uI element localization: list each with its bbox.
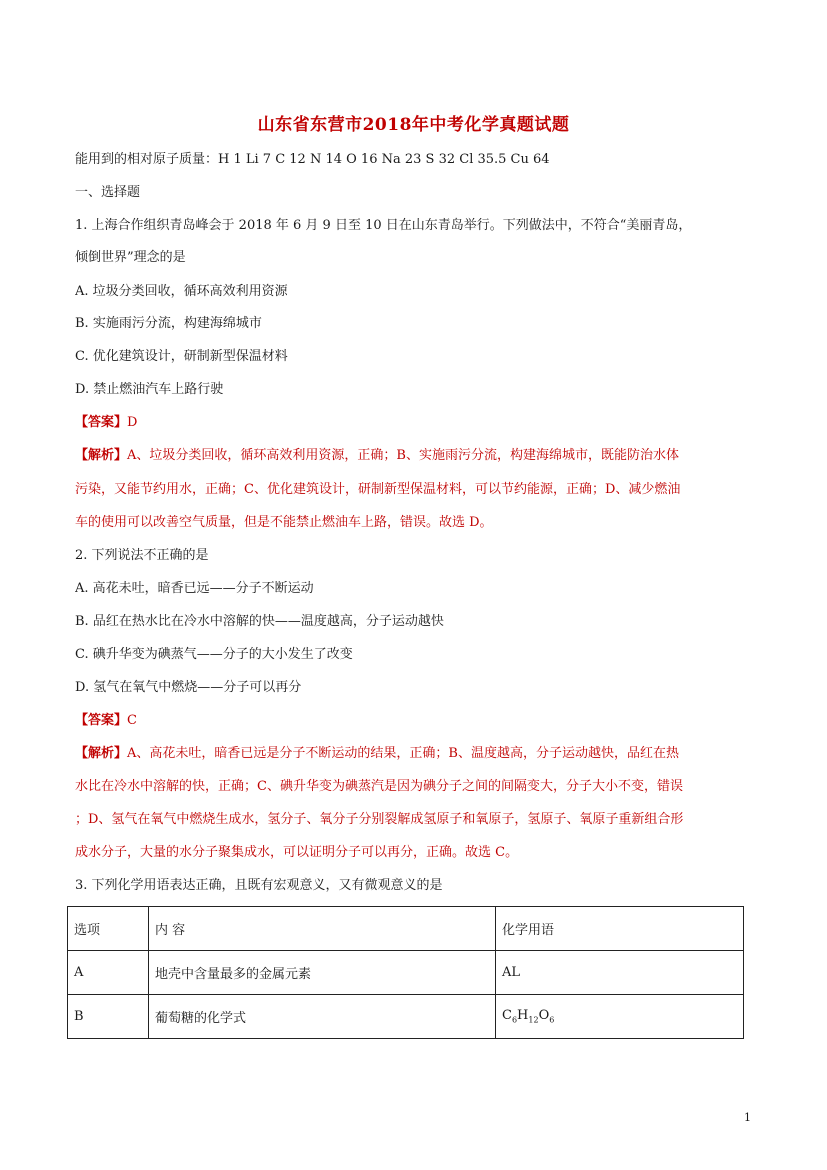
q2-analysis-line-1 [75, 744, 775, 764]
q1-analysis-line-2: 污染，又能节约用水，正确；C、优化建筑设计，研制新型保温材料，可以节约能源，正确；D、减少燃油 [75, 482, 681, 497]
table-header-row [68, 907, 744, 951]
row-a-expression: AL [496, 951, 744, 995]
q1-analysis-line-3: 车的使用可以改善空气质量，但是不能禁止燃油车上路，错误。故选 D。 [75, 515, 493, 530]
q1-stem-line-2: 倾倒世界”理念的是 [75, 250, 186, 265]
q1-analysis-line-1 [75, 446, 775, 466]
q2-answer-tag: 【答案】 [75, 713, 128, 728]
q1-option-c: C. 优化建筑设计，研制新型保温材料 [75, 349, 288, 364]
header-expression: 化学用语 [496, 907, 744, 951]
q1-stem-line-1: 1. 上海合作组织青岛峰会于 2018 年 6 月 9 日至 10 日在山东青岛举行。下列做法中，不符合“美丽青岛， [75, 218, 692, 233]
row-b-expression: $C_6H_{12}O_6$ [496, 995, 744, 1039]
q2-analysis-line-3: ；D、氢气在氧气中燃烧生成水，氢分子、氧分子分别裂解成氢原子和氧原子，氢原子、氧原子重新组合形 [75, 812, 684, 827]
q2-answer [75, 711, 775, 731]
q1-analysis-text-1: A、垃圾分类回收，循环高效利用资源，正确；B、实施雨污分流，构建海绵城市，既能防治水体 [127, 448, 679, 463]
q2-analysis-text-1: A、高花未吐，暗香已远是分子不断运动的结果，正确；B、温度越高，分子运动越快，品红在热 [127, 746, 679, 761]
page-number: 1 [744, 1111, 751, 1124]
row-b-option: B [68, 995, 149, 1039]
q2-option-a: A. 高花未吐，暗香已远——分子不断运动 [75, 581, 314, 596]
q3-stem: 3. 下列化学用语表达正确，且既有宏观意义，又有微观意义的是 [75, 878, 443, 893]
q2-option-d: D. 氢气在氧气中燃烧——分子可以再分 [75, 680, 302, 695]
table-row [68, 995, 744, 1039]
row-a-option: A [68, 951, 149, 995]
q1-answer-value: D [127, 415, 138, 430]
q2-option-c: C. 碘升华变为碘蒸气——分子的大小发生了改变 [75, 647, 353, 662]
q2-option-b: B. 品红在热水比在冷水中溶解的快——温度越高，分子运动越快 [75, 614, 444, 629]
q2-analysis-line-2: 水比在冷水中溶解的快，正确；C、碘升华变为碘蒸汽是因为碘分子之间的间隔变大，分子大小不变，错误 [75, 779, 683, 794]
q2-analysis-line-4: 成水分子，大量的水分子聚集成水，可以证明分子可以再分，正确。故选 C。 [75, 845, 519, 860]
table-row [68, 951, 744, 995]
q1-analysis-tag: 【解析】 [75, 448, 128, 463]
q1-option-b: B. 实施雨污分流，构建海绵城市 [75, 316, 262, 331]
q2-stem: 2. 下列说法不正确的是 [75, 548, 209, 563]
q3-options-table [67, 906, 744, 1039]
section-heading: 一、选择题 [75, 185, 141, 200]
header-content: 内 容 [149, 907, 496, 951]
atomic-masses: 能用到的相对原子质量：H 1 Li 7 C 12 N 14 O 16 Na 23 S 32 Cl 35.5 Cu 64 [75, 152, 550, 167]
q1-option-a: A. 垃圾分类回收，循环高效利用资源 [75, 284, 288, 299]
page-title: 山东省东营市2018年中考化学真题试题 [257, 115, 570, 135]
row-b-content: 葡萄糖的化学式 [149, 995, 496, 1039]
q2-answer-value: C [127, 713, 137, 728]
q1-answer [75, 413, 775, 433]
q1-answer-tag: 【答案】 [75, 415, 128, 430]
header-option: 选项 [68, 907, 149, 951]
row-a-content: 地壳中含量最多的金属元素 [149, 951, 496, 995]
q1-option-d: D. 禁止燃油汽车上路行驶 [75, 382, 224, 397]
q2-analysis-tag: 【解析】 [75, 746, 128, 761]
